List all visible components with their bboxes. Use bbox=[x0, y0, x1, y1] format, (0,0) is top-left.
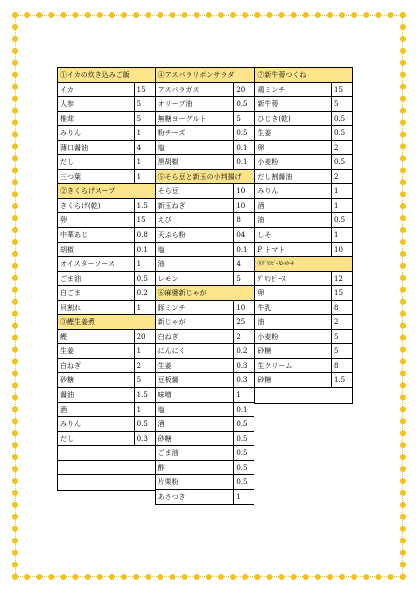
ingredient-quantity: 0.5 bbox=[331, 126, 352, 140]
ingredient-name: だし bbox=[60, 434, 74, 443]
ingredient-row bbox=[58, 155, 155, 170]
recipe-column-3 bbox=[254, 67, 353, 404]
ingredient-row bbox=[156, 97, 255, 112]
ingredient-row bbox=[156, 155, 255, 170]
ingredient-name: 新玉ねぎ bbox=[157, 201, 186, 210]
ingredient-quantity: 0.5 bbox=[134, 417, 155, 431]
ingredient-quantity: 1.5 bbox=[134, 388, 155, 402]
ingredient-quantity: 0.5 bbox=[331, 112, 352, 126]
ingredient-row bbox=[156, 475, 255, 490]
ingredient-quantity: 5 bbox=[331, 330, 352, 344]
ingredient-name: 白ごま bbox=[60, 289, 81, 298]
ingredient-quantity: 0.3 bbox=[233, 373, 254, 387]
ingredient-quantity: 8 bbox=[233, 213, 254, 227]
ingredient-name: 天ぷら粉 bbox=[157, 231, 186, 240]
ingredient-name: だし割醤油 bbox=[257, 172, 293, 181]
ingredient-name: 黒胡椒 bbox=[157, 158, 179, 167]
ingredient-quantity: 0.5 bbox=[233, 432, 254, 446]
ingredient-quantity: 0.5 bbox=[233, 97, 254, 111]
recipe-title-text: ⑦新牛蒡つくね bbox=[257, 71, 307, 79]
ingredient-name: 豚ミンチ bbox=[157, 303, 186, 312]
recipe-title bbox=[156, 170, 255, 185]
ingredient-name: みりん bbox=[60, 129, 81, 138]
ingredient-quantity: 20 bbox=[233, 83, 254, 97]
ingredient-quantity: 0.5 bbox=[331, 155, 352, 169]
ingredient-row bbox=[156, 257, 255, 272]
ingredient-row bbox=[58, 301, 155, 316]
ingredient-name: みりん bbox=[257, 187, 279, 196]
ingredient-quantity: 5 bbox=[134, 373, 155, 387]
ingredient-name: 新じゃが bbox=[157, 318, 186, 327]
ingredient-quantity: 0.1 bbox=[233, 403, 254, 417]
ingredient-quantity: 0.5 bbox=[233, 126, 254, 140]
ingredient-name: 三つ葉 bbox=[60, 172, 81, 181]
ingredient-row bbox=[58, 199, 155, 214]
recipe-title-text: ①イカの炊き込みご飯 bbox=[60, 71, 130, 79]
empty-row bbox=[58, 461, 155, 476]
ingredient-name: 無糖ヨーグルト bbox=[157, 114, 207, 123]
ingredient-quantity: 15 bbox=[331, 286, 352, 300]
ingredient-row bbox=[255, 228, 352, 243]
ingredient-row bbox=[58, 359, 155, 374]
ingredient-quantity: 4 bbox=[233, 257, 254, 271]
ingredient-quantity: 5 bbox=[233, 112, 254, 126]
ingredient-name: 生姜 bbox=[257, 129, 272, 138]
ingredient-quantity: 2 bbox=[233, 330, 254, 344]
recipe-title bbox=[156, 286, 255, 301]
ingredient-quantity: 0.5 bbox=[233, 461, 254, 475]
ingredient-name: 生姜 bbox=[60, 347, 74, 356]
ingredient-name: だし bbox=[60, 158, 74, 167]
ingredient-name: 貝割れ bbox=[60, 303, 81, 312]
ingredient-quantity: 0.5 bbox=[134, 272, 155, 286]
ingredient-row bbox=[156, 141, 255, 156]
ingredient-row bbox=[156, 461, 255, 476]
ingredient-name: 牛乳 bbox=[257, 303, 272, 312]
ingredient-name: 油 bbox=[257, 318, 265, 327]
ingredient-quantity: 15 bbox=[331, 83, 352, 97]
ingredient-row bbox=[58, 83, 155, 98]
ingredient-name: あさつき bbox=[157, 492, 186, 501]
ingredient-row bbox=[255, 112, 352, 127]
recipe-title bbox=[58, 315, 155, 330]
ingredient-name: オリーブ油 bbox=[157, 100, 193, 109]
ingredient-name: レモン bbox=[157, 274, 179, 283]
recipe-title bbox=[156, 68, 255, 83]
ingredient-quantity: 2 bbox=[134, 359, 155, 373]
ingredient-name: 砂糖 bbox=[157, 434, 172, 443]
empty-row bbox=[58, 446, 155, 461]
ingredient-quantity: 1.5 bbox=[331, 373, 352, 387]
ingredient-quantity: 1 bbox=[134, 155, 155, 169]
ingredient-quantity: 1 bbox=[233, 388, 254, 402]
recipe-title bbox=[58, 184, 155, 199]
ingredient-name: 鰹 bbox=[60, 332, 67, 341]
ingredient-row bbox=[58, 286, 155, 301]
ingredient-row bbox=[156, 344, 255, 359]
ingredient-quantity: 1 bbox=[134, 257, 155, 271]
ingredient-row bbox=[255, 330, 352, 345]
ingredient-name: 卵 bbox=[257, 143, 265, 152]
ingredient-quantity: 15 bbox=[134, 213, 155, 227]
ingredient-quantity: 0.8 bbox=[134, 228, 155, 242]
ingredient-row bbox=[156, 199, 255, 214]
ingredient-row bbox=[58, 417, 155, 432]
ingredient-name: 砂糖 bbox=[257, 376, 272, 385]
ingredient-quantity: 0.1 bbox=[233, 155, 254, 169]
ingredient-row bbox=[156, 432, 255, 447]
ingredient-row bbox=[58, 170, 155, 185]
ingredient-quantity: 10 bbox=[233, 199, 254, 213]
ingredient-row bbox=[58, 344, 155, 359]
ingredient-name: 油 bbox=[257, 216, 265, 225]
ingredient-quantity: 12 bbox=[331, 272, 352, 286]
ingredient-quantity: 1 bbox=[134, 344, 155, 358]
ingredient-row bbox=[156, 490, 255, 505]
ingredient-name: 薄口醤油 bbox=[60, 143, 88, 152]
ingredient-name: 白ねぎ bbox=[157, 332, 179, 341]
ingredient-quantity: 1 bbox=[134, 170, 155, 184]
ingredient-row bbox=[255, 359, 352, 374]
recipe-title bbox=[255, 257, 352, 272]
ingredient-name: 人参 bbox=[60, 100, 74, 109]
ingredient-quantity: 15 bbox=[134, 83, 155, 97]
ingredient-name: イカ bbox=[60, 85, 74, 94]
ingredient-quantity: 0.5 bbox=[233, 417, 254, 431]
ingredient-row bbox=[255, 344, 352, 359]
ingredient-row bbox=[255, 373, 352, 388]
ingredient-name: 卵 bbox=[257, 289, 265, 298]
ingredient-name: 中華あじ bbox=[60, 231, 88, 240]
ingredient-quantity: 0.3 bbox=[134, 432, 155, 446]
ingredient-row bbox=[58, 243, 155, 258]
ingredient-quantity: 1 bbox=[134, 126, 155, 140]
ingredient-name: 酒 bbox=[60, 405, 67, 414]
ingredient-name: きくらげ(乾) bbox=[60, 201, 101, 210]
recipe-title bbox=[58, 68, 155, 83]
ingredient-quantity: 0.1 bbox=[233, 141, 254, 155]
ingredient-quantity: 0.2 bbox=[233, 344, 254, 358]
recipe-column-1 bbox=[57, 67, 155, 491]
recipe-title-text: ⑤そら豆と新玉の小判揚げ bbox=[157, 172, 242, 181]
ingredient-row bbox=[255, 301, 352, 316]
ingredient-quantity: 8 bbox=[331, 301, 352, 315]
ingredient-name: アスパラガス bbox=[157, 85, 200, 94]
ingredient-name: 醤油 bbox=[60, 391, 74, 400]
ingredient-row bbox=[58, 141, 155, 156]
ingredient-name: P トマト bbox=[257, 245, 286, 254]
ingredient-row bbox=[58, 228, 155, 243]
ingredient-row bbox=[255, 97, 352, 112]
ingredient-row bbox=[58, 330, 155, 345]
ingredient-quantity: 1 bbox=[331, 199, 352, 213]
ingredient-row bbox=[156, 272, 255, 287]
ingredient-row bbox=[255, 170, 352, 185]
ingredient-row bbox=[255, 315, 352, 330]
ingredient-row bbox=[255, 213, 352, 228]
ingredient-quantity: 1 bbox=[134, 403, 155, 417]
ingredient-row bbox=[255, 155, 352, 170]
ingredient-row bbox=[156, 315, 255, 330]
ingredient-row bbox=[156, 330, 255, 345]
ingredient-name: ごま油 bbox=[60, 274, 81, 283]
ingredient-quantity: 0.5 bbox=[233, 446, 254, 460]
recipe-title-text: ②きくらげスープ bbox=[60, 187, 116, 196]
ingredient-name: 新牛蒡 bbox=[257, 100, 279, 109]
ingredient-row bbox=[58, 97, 155, 112]
ingredient-quantity: 0.1 bbox=[134, 243, 155, 257]
ingredient-quantity: 0.5 bbox=[331, 213, 352, 227]
ingredient-row bbox=[156, 83, 255, 98]
ingredient-row bbox=[156, 112, 255, 127]
empty-row bbox=[255, 388, 352, 403]
ingredient-name: 卵 bbox=[60, 216, 67, 225]
ingredient-row bbox=[58, 373, 155, 388]
ingredient-row bbox=[156, 403, 255, 418]
ingredient-row bbox=[255, 286, 352, 301]
ingredient-name: 生姜 bbox=[157, 361, 172, 370]
ingredient-name: 片栗粉 bbox=[157, 478, 179, 487]
ingredient-quantity: 10 bbox=[233, 301, 254, 315]
ingredient-quantity: 2 bbox=[331, 170, 352, 184]
ingredient-name: 酢 bbox=[157, 463, 165, 472]
ingredient-row bbox=[255, 83, 352, 98]
ingredient-name: 砂糖 bbox=[257, 347, 272, 356]
ingredient-quantity: 4 bbox=[134, 141, 155, 155]
ingredient-quantity: 10 bbox=[233, 184, 254, 198]
ingredient-row bbox=[58, 126, 155, 141]
recipe-title-text: ④アスパラリボンサラダ bbox=[157, 71, 235, 79]
ingredient-name: 胡椒 bbox=[60, 245, 74, 254]
ingredient-name: 椎茸 bbox=[60, 114, 74, 123]
ingredient-quantity: 5 bbox=[134, 112, 155, 126]
ingredient-quantity: 5 bbox=[331, 97, 352, 111]
ingredient-quantity: 0.3 bbox=[233, 359, 254, 373]
ingredient-name: 豆板醤 bbox=[157, 376, 179, 385]
ingredient-row bbox=[58, 388, 155, 403]
ingredient-row bbox=[156, 446, 255, 461]
ingredient-quantity: 1 bbox=[233, 490, 254, 505]
ingredient-name: しそ bbox=[257, 231, 272, 240]
ingredient-row bbox=[156, 359, 255, 374]
ingredient-name: 酒 bbox=[157, 420, 165, 429]
ingredient-row bbox=[255, 184, 352, 199]
ingredient-row bbox=[255, 243, 352, 258]
ingredient-name: えび bbox=[157, 216, 172, 225]
ingredient-name: 塩 bbox=[157, 143, 165, 152]
ingredient-row bbox=[156, 213, 255, 228]
ingredient-row bbox=[255, 126, 352, 141]
ingredient-row bbox=[58, 272, 155, 287]
ingredient-row bbox=[156, 126, 255, 141]
ingredient-name: にんにく bbox=[157, 347, 186, 356]
ingredient-quantity: 1 bbox=[134, 301, 155, 315]
ingredient-quantity: 0.2 bbox=[134, 286, 155, 300]
ingredient-quantity: 04 bbox=[233, 228, 254, 242]
ingredient-quantity: 5 bbox=[134, 97, 155, 111]
ingredient-name: 塩 bbox=[157, 245, 165, 254]
ingredient-name: ひじき(乾) bbox=[257, 114, 291, 123]
ingredient-name: 油 bbox=[157, 260, 165, 269]
ingredient-row bbox=[156, 184, 255, 199]
recipe-column-2 bbox=[155, 67, 255, 505]
recipe-title-text: ③鰹生姜煮 bbox=[60, 318, 95, 327]
ingredient-name: 小麦粉 bbox=[257, 158, 279, 167]
ingredient-row bbox=[156, 301, 255, 316]
ingredient-name: ごま油 bbox=[157, 449, 179, 458]
ingredient-name: そら豆 bbox=[157, 187, 179, 196]
ingredient-name: ｸﾞﾘﾝﾋﾟｰｽ bbox=[257, 274, 286, 283]
ingredient-quantity: 10 bbox=[331, 243, 352, 257]
ingredient-row bbox=[156, 373, 255, 388]
ingredient-row bbox=[58, 432, 155, 447]
ingredient-name: 砂糖 bbox=[60, 376, 74, 385]
ingredient-row bbox=[58, 213, 155, 228]
ingredient-quantity: 1.5 bbox=[134, 199, 155, 213]
ingredient-row bbox=[58, 257, 155, 272]
ingredient-name: 小麦粉 bbox=[257, 332, 279, 341]
ingredient-row bbox=[156, 388, 255, 403]
empty-row bbox=[58, 475, 155, 490]
ingredient-name: 鶏ミンチ bbox=[257, 85, 286, 94]
recipe-title bbox=[255, 68, 352, 83]
recipe-title-text: ⑥麻婆新じゃが bbox=[157, 289, 207, 298]
ingredient-row bbox=[156, 243, 255, 258]
ingredient-quantity: 0.5 bbox=[233, 475, 254, 489]
recipe-title-text: ⑧ｸﾞﾘﾝﾋﾟｰｽﾛｰﾙｹｰｷ bbox=[257, 261, 294, 268]
ingredient-row bbox=[255, 272, 352, 287]
ingredient-quantity: 20 bbox=[134, 330, 155, 344]
ingredient-quantity: 5 bbox=[233, 272, 254, 286]
ingredient-row bbox=[156, 417, 255, 432]
ingredient-quantity: 8 bbox=[331, 359, 352, 373]
ingredient-name: 塩 bbox=[157, 405, 165, 414]
ingredient-name: 酒 bbox=[257, 201, 265, 210]
ingredient-name: 粉チーズ bbox=[157, 129, 186, 138]
ingredient-quantity: 1 bbox=[331, 228, 352, 242]
ingredient-quantity: 5 bbox=[331, 344, 352, 358]
ingredient-quantity: 1 bbox=[331, 184, 352, 198]
ingredient-quantity: 0.1 bbox=[233, 243, 254, 257]
ingredient-row bbox=[255, 141, 352, 156]
recipe-sheet bbox=[57, 67, 353, 505]
ingredient-name: 生クリーム bbox=[257, 361, 293, 370]
ingredient-quantity: 25 bbox=[233, 315, 254, 329]
ingredient-name: オイスターソース bbox=[60, 260, 115, 269]
ingredient-row bbox=[156, 228, 255, 243]
ingredient-name: みりん bbox=[60, 420, 81, 429]
ingredient-name: 味噌 bbox=[157, 391, 172, 400]
ingredient-row bbox=[58, 112, 155, 127]
ingredient-quantity: 2 bbox=[331, 141, 352, 155]
ingredient-row bbox=[255, 199, 352, 214]
ingredient-name: 白ねぎ bbox=[60, 361, 81, 370]
ingredient-quantity: 2 bbox=[331, 315, 352, 329]
ingredient-row bbox=[58, 403, 155, 418]
